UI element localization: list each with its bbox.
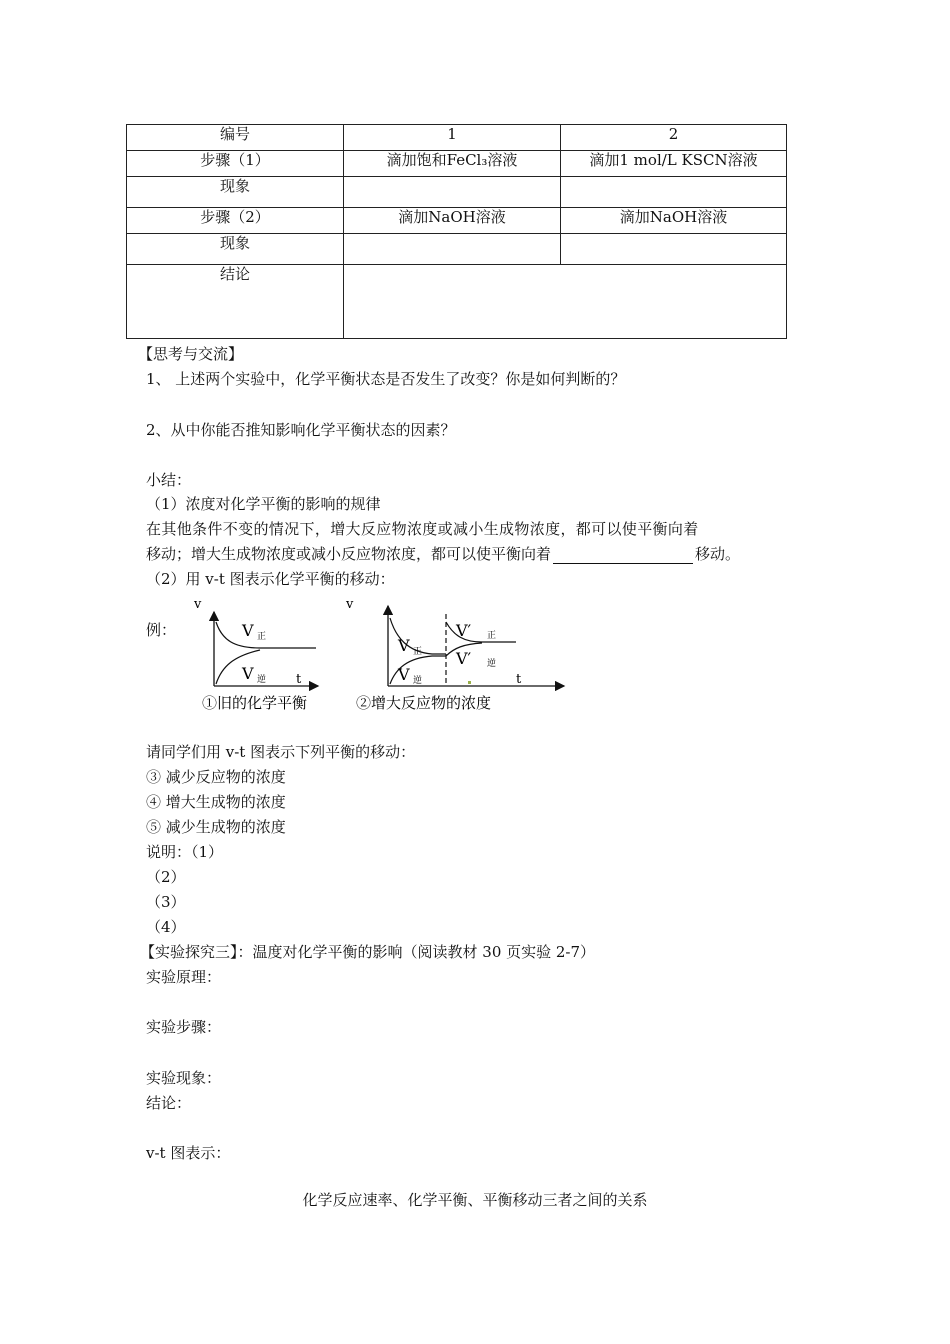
v-axis-label-2: v (346, 597, 354, 612)
table-cell (344, 265, 787, 339)
vt-diagram-increase-reactant (345, 597, 564, 687)
footer-title: 化学反应速率、化学平衡、平衡移动三者之间的关系 (302, 1191, 648, 1209)
v-label-2b: V (398, 665, 410, 684)
question-2: 2、从中你能否推知影响化学平衡状态的因素？ (146, 421, 456, 439)
example-label: 例： (146, 621, 177, 639)
summary-line-2-after: 移动。 (695, 545, 741, 563)
table-cell: 现象 (127, 234, 344, 265)
experiment3-title: 【实验探究三】：温度对化学平衡的影响（阅读教材 30 页实验 2-7） (140, 943, 596, 961)
table-cell: 滴加NaOH溶液 (561, 208, 787, 234)
practice-intro: 请同学们用 v-t 图表示下列平衡的移动： (146, 743, 416, 761)
v-label-1: V (242, 621, 254, 640)
answer-blank (553, 547, 693, 564)
table-cell (344, 234, 561, 265)
ni-label-2b: 逆 (487, 659, 497, 669)
t-axis-label-2: t (516, 672, 522, 687)
table-cell: 结论 (127, 265, 344, 339)
practice-item-5: ⑤ 减少生成物的浓度 (146, 818, 286, 836)
discussion-heading: 【思考与交流】 (138, 345, 244, 363)
ni-label-1: 逆 (257, 675, 267, 685)
t-axis-label-1: t (296, 672, 302, 687)
practice-item-4: ④ 增大生成物的浓度 (146, 793, 286, 811)
zheng-label-2b: 正 (487, 631, 497, 641)
zheng-label-2a: 正 (413, 647, 423, 657)
summary-title: 小结： (146, 471, 192, 489)
explain-item-2: （2） (146, 868, 186, 886)
table-cell: 步骤（1） (127, 151, 344, 177)
table-cell (561, 177, 787, 208)
summary-line-2 (146, 544, 740, 564)
table-cell: 滴加NaOH溶液 (344, 208, 561, 234)
experiment-principle: 实验原理： (146, 968, 222, 986)
table-cell: 1 (344, 125, 561, 151)
experiment-phenomenon: 实验现象： (146, 1069, 222, 1087)
experiment-steps: 实验步骤： (146, 1018, 222, 1036)
vt-diagrams (180, 592, 580, 718)
zheng-label-1: 正 (257, 632, 267, 642)
summary-line-1: 在其他条件不变的情况下，增大反应物浓度或减小生成物浓度，都可以使平衡向着 (146, 520, 699, 538)
summary-point-1: （1）浓度对化学平衡的影响的规律 (146, 495, 381, 513)
experiment-conclusion: 结论： (146, 1094, 192, 1112)
table-cell: 编号 (127, 125, 344, 151)
vt-diagram-old-equilibrium (193, 597, 318, 687)
explain-label: 说明：（1） (146, 843, 224, 861)
explain-item-4: （4） (146, 918, 186, 936)
vt-diagram-prompt: v-t 图表示： (146, 1144, 231, 1162)
table-cell: 滴加1 mol/L KSCN溶液 (561, 151, 787, 177)
table-header-row (127, 125, 787, 151)
table-row (127, 265, 787, 339)
table-cell: 现象 (127, 177, 344, 208)
diagram-caption-2: ②增大反应物的浓度 (356, 694, 492, 712)
table-cell: 步骤（2） (127, 208, 344, 234)
table-cell (344, 177, 561, 208)
summary-line-2-before: 移动；增大生成物浓度或减小反应物浓度，都可以使平衡向着 (146, 545, 552, 563)
experiment-table (126, 124, 787, 339)
v-prime-label-1: V′ (456, 621, 472, 640)
v-label-1b: V (242, 664, 254, 683)
v-label-2a: V (398, 636, 410, 655)
small-mark (468, 681, 471, 684)
ni-label-2a: 逆 (413, 676, 423, 686)
diagram-caption-1: ①旧的化学平衡 (202, 694, 308, 712)
table-cell: 2 (561, 125, 787, 151)
practice-item-3: ③ 减少反应物的浓度 (146, 768, 286, 786)
table-row (127, 177, 787, 208)
table-row (127, 151, 787, 177)
summary-point-2: （2）用 v-t 图表示化学平衡的移动： (146, 570, 395, 588)
table-cell: 滴加饱和FeCl₃溶液 (344, 151, 561, 177)
question-1: 1、 上述两个实验中，化学平衡状态是否发生了改变？你是如何判断的？ (146, 370, 626, 388)
table-row (127, 208, 787, 234)
v-axis-label-1: v (194, 597, 202, 612)
table-cell (561, 234, 787, 265)
table-row (127, 234, 787, 265)
explain-item-3: （3） (146, 893, 186, 911)
v-prime-label-2: V′ (456, 649, 472, 668)
